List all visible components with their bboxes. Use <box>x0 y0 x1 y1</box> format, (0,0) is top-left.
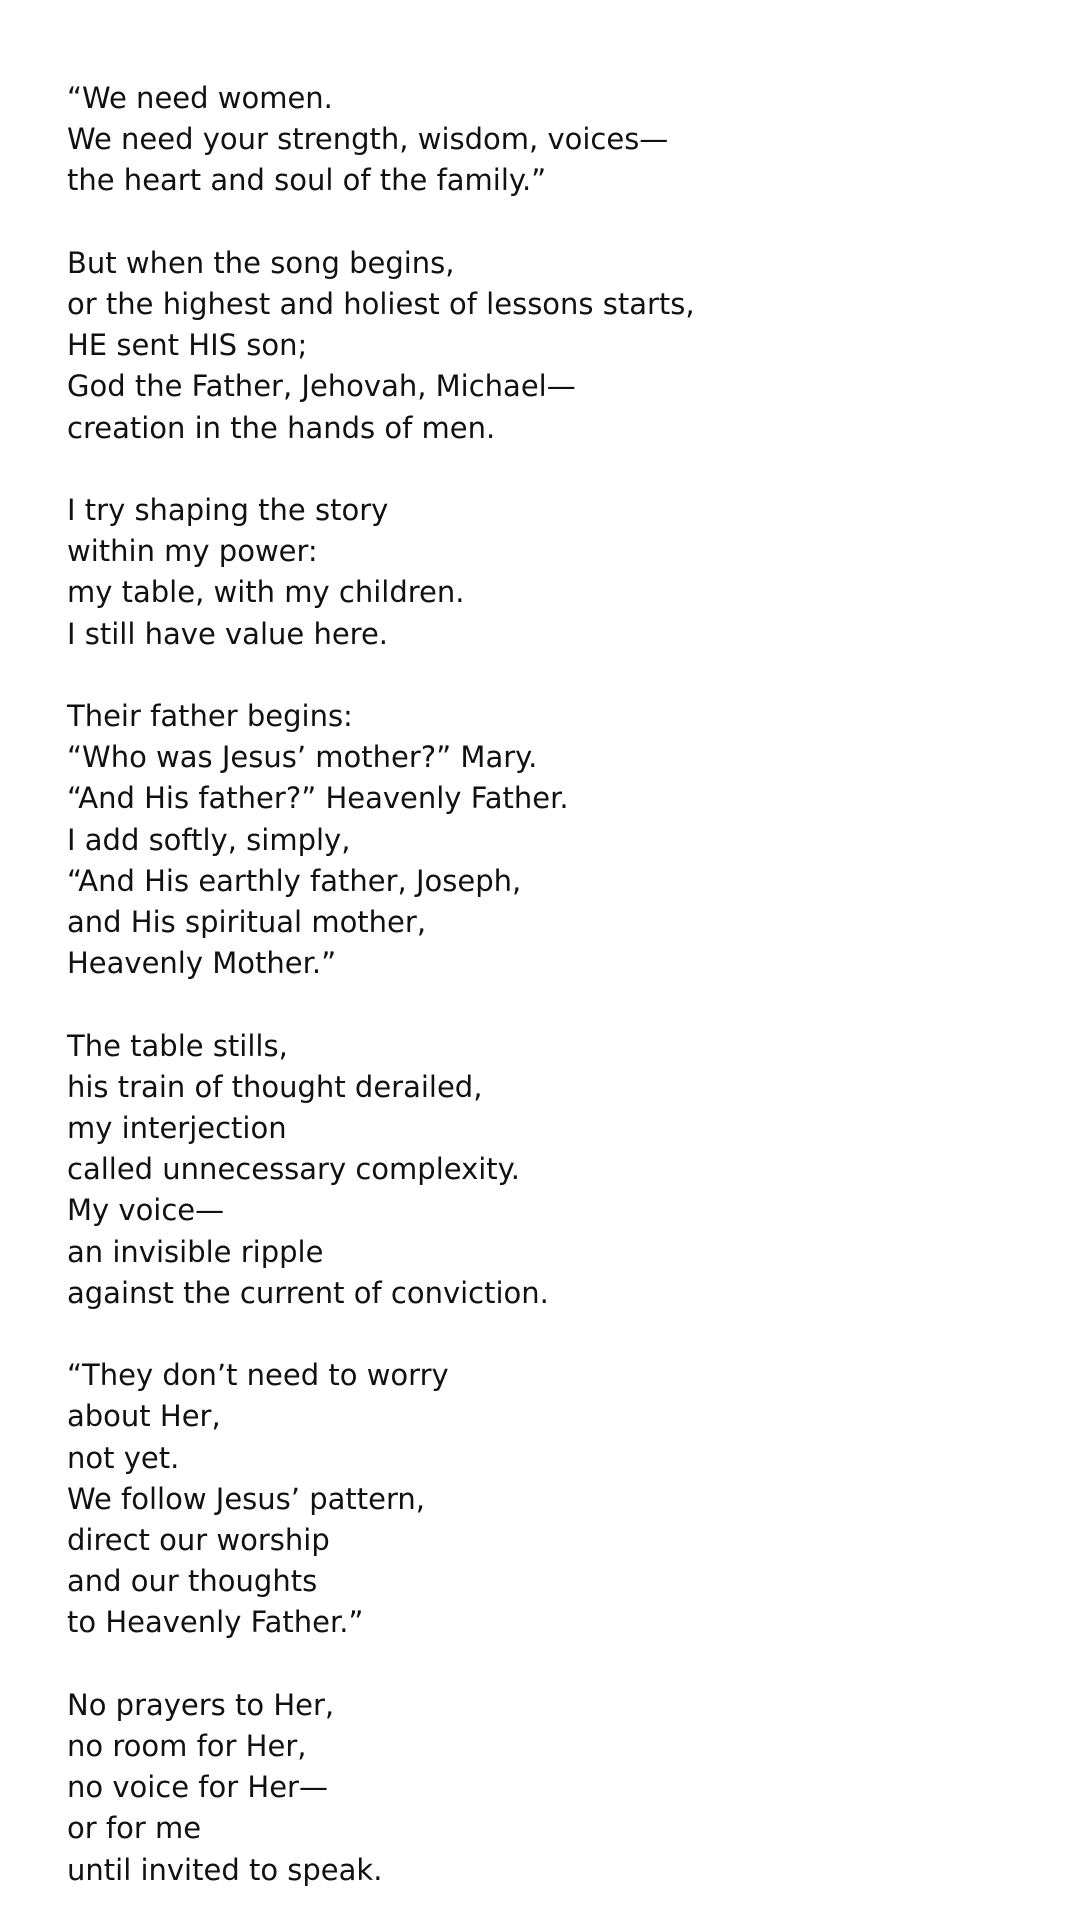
poem-line: direct our worship <box>67 1523 330 1558</box>
poem-line: I still have value here. <box>67 616 389 651</box>
poem-line: to Heavenly Father.” <box>67 1605 364 1640</box>
poem-line: his train of thought derailed, <box>67 1069 483 1104</box>
poem-line: I add softly, simply, <box>67 822 351 857</box>
poem-text <box>67 78 1027 1932</box>
poem-line: an invisible ripple <box>67 1234 324 1269</box>
poem-line: creation in the hands of men. <box>67 410 496 445</box>
poem-line: the heart and soul of the family.” <box>67 163 547 198</box>
poem-line: my table, with my children. <box>67 575 465 610</box>
poem-line: My voice— <box>67 1193 225 1228</box>
poem-line: HE sent HIS son; <box>67 328 308 363</box>
poem-line: “They don’t need to worry <box>67 1358 449 1393</box>
poem-line: Their father begins: <box>67 699 353 733</box>
poem-line: “We need women. <box>67 81 333 115</box>
poem-line: my interjection <box>67 1111 287 1146</box>
stanza-7 <box>67 1685 1027 1891</box>
stanza-2 <box>67 243 1027 449</box>
poem-line: “And His father?” Heavenly Father. <box>67 781 569 816</box>
poem-line: no voice for Her— <box>67 1770 328 1805</box>
stanza-4 <box>67 696 1027 984</box>
poem-line: “Who was Jesus’ mother?” Mary. <box>67 740 538 775</box>
poem-line: and His spiritual mother, <box>67 905 427 940</box>
poem-line: about Her, <box>67 1399 221 1434</box>
poem-line: called unnecessary complexity. <box>67 1152 520 1187</box>
poem-line: or the highest and holiest of lessons starts, <box>67 287 695 321</box>
poem-line: We follow Jesus’ pattern, <box>67 1481 425 1516</box>
stanza-1 <box>67 78 1027 202</box>
stanza-6 <box>67 1355 1027 1643</box>
poem-line: Heavenly Mother.” <box>67 946 337 981</box>
poem-line: or for me <box>67 1811 202 1846</box>
poem-line: We need your strength, wisdom, voices— <box>67 122 669 157</box>
poem-line: The table stills, <box>67 1028 288 1063</box>
poem-line: God the Father, Jehovah, Michael— <box>67 369 576 404</box>
poem-line: No prayers to Her, <box>67 1687 335 1722</box>
stanza-5 <box>67 1026 1027 1314</box>
poem-line: not yet. <box>67 1440 180 1475</box>
stanza-3 <box>67 490 1027 655</box>
poem-line: within my power: <box>67 534 318 569</box>
poem-line: I try shaping the story <box>67 493 389 527</box>
poem-line: no room for Her, <box>67 1729 307 1764</box>
poem-line: and our thoughts <box>67 1564 318 1599</box>
poem-line: until invited to speak. <box>67 1852 383 1887</box>
poem-line: But when the song begins, <box>67 245 455 280</box>
poem-line: against the current of conviction. <box>67 1275 549 1310</box>
poem-line: “And His earthly father, Joseph, <box>67 863 522 898</box>
